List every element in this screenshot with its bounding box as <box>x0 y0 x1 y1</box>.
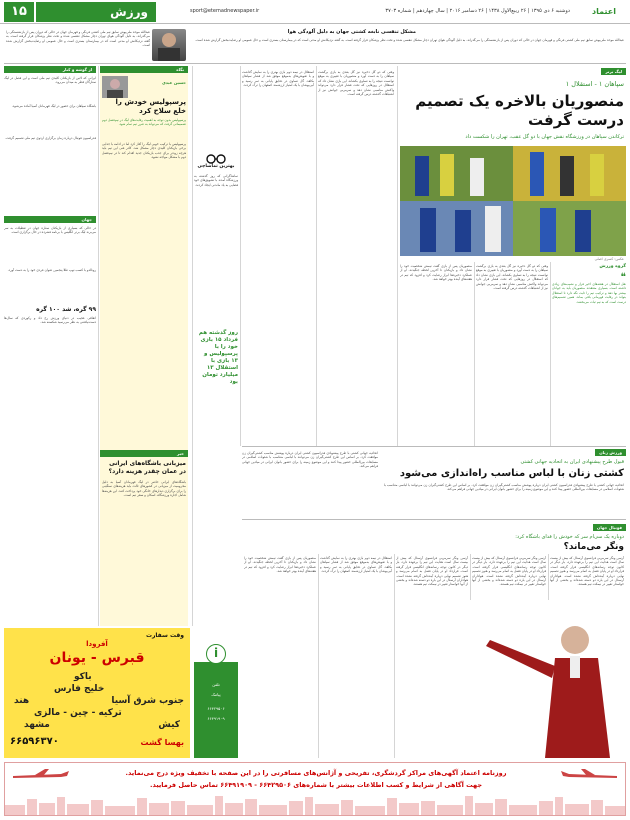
opinion-headline: پرسپولیس خودش را خلع سلاح کرد <box>115 98 186 115</box>
small-ad-line[interactable]: ۶۶۴۹۱۹۰۹ <box>207 716 225 721</box>
top-strip <box>4 26 626 64</box>
wrestling-tag: ورزش زنان <box>595 449 626 456</box>
sidebar-item: در حالی که بسیاری از بازیکنان ستاره جهان در تعطیلات به سر می‌برند لیگ برتر انگلیس با برنامه فشرده در حال برگزاری است. <box>4 226 96 235</box>
small-ad-line: تلفن <box>212 682 220 687</box>
vertical-box-icon <box>206 150 226 162</box>
pull-quote <box>198 330 238 400</box>
section-title: ورزش <box>36 2 156 22</box>
salary-tag: خبر <box>100 450 188 457</box>
issue-info: دوشنبه ۶ دی ۱۳۹۵ | ۲۶ ربیع‌الاول ۱۴۳۸ | ۲۶ دسامبر ۲۰۱۶ | سال چهاردهم | شماره ۳۷۰۳ <box>385 8 570 14</box>
wrestling-story <box>242 446 626 520</box>
coach-pointing-photo-icon <box>470 600 626 758</box>
small-ad[interactable] <box>194 646 238 758</box>
opinion-column <box>100 66 188 626</box>
green-box-title: گروه ورزش <box>599 264 626 269</box>
page-number: ۱۵ <box>4 2 34 22</box>
top-strip-body-left: عبدالله موحد ملی‌پوش سابق تیم ملی کشتی فرنگی و قهرمان جهان در حالی که دوران پس از بازنشستگی را می‌گذراند، به دلیل آلودگی هوای تهران دچار مشکل تنفسی شده و تحت نظر پزشکان قرار گرفته است. به گفته نزدیکانش او مدتی است که در بیمارستان بستری است و حال عمومی او رضایت‌بخش گزارش شده است. <box>6 30 150 48</box>
main-story-tag: لیگ برتر <box>601 68 626 75</box>
tour-ad-footer: بهسا گشت <box>140 738 184 747</box>
tour-ad-line: جنوب شرق آسیا <box>111 696 184 706</box>
opinion-body: پرسپولیس با ترکیب خوبی لیگ را آغاز کرد اما در ادامه با جدایی برخی بازیکنان کلیدی دچار مشکل شد. کادر فنی این تیم باید هرچه زودتر برای جذب بازیکنان جدید اقدام کند تا در نیم‌فصل دوم با مشکل مواجه نشود. <box>102 142 186 160</box>
opinion-tag: نگاه <box>100 66 188 73</box>
tour-ad-line: مشهد <box>24 720 50 730</box>
author-name: حسین عبدی <box>162 80 186 85</box>
main-story-kicker: سپاهان ۱ - استقلال ۱ <box>565 80 624 88</box>
author-photo <box>102 76 128 98</box>
main-story-col: استقلال در نیمه دوم بازی بهتری را به نمایش گذاشت و با تعویض‌های به‌موقع موفق شد از فشار سپاهان بکاهد. گل تساوی در دقایق پایانی به ثمر رسید و آبی‌پوشان با یک امتیاز ارزشمند اصفهان را ترک کردند. <box>242 70 314 88</box>
wenger-kicker: دوباره یک سی‌ام سر که خودش را فدای باشگاه کرد: <box>515 534 624 540</box>
wenger-tag: فوتبال جهان <box>593 524 626 531</box>
plane-icon <box>11 767 71 783</box>
wenger-photo <box>470 600 626 758</box>
pull-quote-text: روز گذشته هم فرداد ۱۵ بازی خود را با پرسپولیس و ۱۳ بازی با استقلال ۱۳ میلیارد تومان بود <box>198 330 238 385</box>
green-box <box>552 264 626 444</box>
salary-headline: میزبانی باشگاه‌های ایرانی در عمان چقدر هزینه دارد؟ <box>108 460 186 475</box>
football-match-photo-icon <box>400 146 626 256</box>
wenger-body: آرسن ونگر سرمربی فرانسوی آرسنال که بیش از بیست سال است هدایت این تیم را برعهده دارد، بار دیگر در کانون توجه رسانه‌های انگلیسی قرار گرفته است. قرارداد او در پایان فصل به اتمام می‌رسد و هنوز تصمیم نهایی درباره آینده‌اش گرفته نشده است. هواداران آرسنال در این باره دو دسته شده‌اند و بخشی از آنها خواستار تغییر در نیمکت تیم هستند. <box>550 556 624 587</box>
top-strip-title: مشکل تنفسی نابغه کشتی جهان به دلیل آلودگی هوا <box>287 29 416 35</box>
section-email[interactable]: sport@etemadnewspaper.ir <box>190 8 260 14</box>
small-ad-line: پیامک <box>211 692 221 697</box>
wenger-body: منصوریان پس از بازی گفت تیمش شخصیت خود را نشان داد و بازیکنان تا آخرین لحظه جنگیدند. او از عملکرد ذخیره‌ها ابراز رضایت کرد و افزود که تیم در هفته‌های آینده بهتر خواهد شد. <box>244 556 316 574</box>
vertical-box-tag: بهترین تماشاچی <box>197 164 235 169</box>
sidebar-tag: از گوشه و کنار <box>4 66 96 73</box>
top-strip-body: عبدالله موحد ملی‌پوش سابق تیم ملی کشتی فرنگی و قهرمان جهان در حالی که دوران پس از بازنشستگی را می‌گذراند، به دلیل آلودگی هوای تهران دچار مشکل تنفسی شده و تحت نظر پزشکان قرار گرفته است. به گفته نزدیکانش او مدتی است که در بیمارستان بستری است و حال عمومی او رضایت‌بخش گزارش شده است. <box>195 38 624 42</box>
vertical-box-body: تماشاگرانی که روز گذشته به ورزشگاه آمدند با تشویق‌های خود فضایی به یاد ماندنی ایجاد کردند. <box>194 174 238 187</box>
footer-ad-line2: جهت آگاهی از شرایط و کسب اطلاعات بیشتر با شماره‌های ۶۶۴۲۹۵۰۶ - ۶۶۴۹۱۹۰۹ تماس حاصل فرمایید. <box>149 781 483 789</box>
tour-ad-line: کیش <box>158 720 180 730</box>
main-story-subhead: ترکاندن سپاهان در ورزشگاه نقش جهان با دو گل عقب، تهران را شکست داد <box>465 134 624 140</box>
newspaper-logo: اعتماد <box>592 7 616 16</box>
small-ad-line[interactable]: ۶۶۴۲۹۵۰۶ <box>207 706 225 711</box>
wrestling-body: اتحادیه جهانی کشتی با طرح پیشنهادی فدراسیون کشتی ایران درباره پوشش مناسب کشتی‌گیران زن موافقت کرد. بر اساس این طرح کشتی‌گیران زن می‌توانند با لباسی متناسب با شئونات اسلامی در مسابقات بین‌المللی حضور پیدا کنند و این موضوع زمینه را برای حضور بانوان ایرانی در میادین جهانی فراهم می‌کند. <box>384 483 624 492</box>
main-story-col: وقتی که دو گل ذخیره نیز گل بعدی به بازی برگشت سپاهان را به دست آورد و منصوریان با تغییری به موقع توانست نتیجه را به تساوی بکشاند. این بازی نشان داد که استقلال در روزهایی که تحت فشار قرار دارد می‌تواند واکنش مناسبی نشان دهد و سرمربی جوانش نیز از اشتباهات گذشته درس گرفته است. <box>318 70 394 97</box>
sidebar-body: اتفاقی عجیب در دنیای ورزش رخ داد و رکوردی که سال‌ها دست‌نیافتنی به نظر می‌رسید شکسته شد. <box>4 316 96 325</box>
tour-ad-title: قبرس - یونان <box>49 650 145 666</box>
tour-ad[interactable] <box>4 628 190 758</box>
wrestling-kicker: قبول طرح پیشنهادی ایران به اتحادیه جهانی کشتی <box>520 459 624 465</box>
wenger-body: آرسن ونگر سرمربی فرانسوی آرسنال که بیش از بیست سال است هدایت این تیم را برعهده دارد، بار دیگر در کانون توجه رسانه‌های انگلیسی قرار گرفته است. قرارداد او در پایان فصل به اتمام می‌رسد و هنوز تصمیم نهایی درباره آینده‌اش گرفته نشده است. هواداران آرسنال در این باره دو دسته شده‌اند و بخشی از آنها خواستار تغییر در نیمکت تیم هستند. <box>472 556 546 587</box>
city-skyline-icon <box>5 795 625 815</box>
green-box-body: نقل استقلال در هفته‌های اخیر فراز و نشیب‌های زیادی داشته است. بسیاری معتقدند منصوریان باید به جوانان بیشتر بها دهد و ترکیب تیم را ثابت نگه دارد تا استقلال بتواند در رقابت قهرمانی باقی بماند. همین تصمیم‌های درست است که به تیم ثبات می‌بخشد. <box>552 282 626 304</box>
wrestling-headline: کشتی زنان با لباس مناسب راه‌اندازی می‌شود <box>399 468 624 479</box>
sidebar-item: باشگاه سپاهان برای حضور در لیگ قهرمانان آسیا آماده می‌شود. <box>11 104 96 108</box>
footer-ad-line1: روزنامه اعتماد آگهی‌های مراکز گردشگری، تفریحی و آژانس‌های مسافرتی را در این صفحه با تخفیف ویژه درج می‌نماید. <box>125 769 507 777</box>
wenger-body: آرسن ونگر سرمربی فرانسوی آرسنال که بیش از بیست سال است هدایت این تیم را برعهده دارد، بار دیگر در کانون توجه رسانه‌های انگلیسی قرار گرفته است. قرارداد او در پایان فصل به اتمام می‌رسد و هنوز تصمیم نهایی درباره آینده‌اش گرفته نشده است. هواداران آرسنال در این باره دو دسته شده‌اند و بخشی از آنها خواستار تغییر در نیمکت تیم هستند. <box>396 556 468 587</box>
page-header <box>0 0 630 24</box>
tour-ad-brand: آفرودا <box>86 640 108 648</box>
sidebar-item: رونالدو با کسب توپ طلا پنجمین عنوان فردی خود را به دست آورد. <box>7 268 96 272</box>
footer-ad[interactable] <box>4 762 626 816</box>
main-story-photo <box>400 146 626 256</box>
tour-ad-line: باکو <box>74 672 92 682</box>
main-story-headline: منصوریان بالاخره یک تصمیم درست گرفت <box>415 92 624 129</box>
sidebar-headline: ۹۹ گره، شد ۱۰۰ گره <box>36 306 96 313</box>
vertical-box <box>194 150 238 280</box>
wenger-body: استقلال در نیمه دوم بازی بهتری را به نمایش گذاشت و با تعویض‌های به‌موقع موفق شد از فشار سپاهان بکاهد. گل تساوی در دقایق پایانی به ثمر رسید و آبی‌پوشان با یک امتیاز ارزشمند اصفهان را ترک کردند. <box>320 556 392 574</box>
wrestling-body-left: اتحادیه جهانی کشتی با طرح پیشنهادی فدراسیون کشتی ایران درباره پوشش مناسب کشتی‌گیران زن موافقت کرد. بر اساس این طرح کشتی‌گیران زن می‌توانند با لباسی متناسب با شئونات اسلامی در مسابقات بین‌المللی حضور پیدا کنند و این موضوع زمینه را برای حضور بانوان ایرانی در میادین جهانی فراهم می‌کند. <box>242 451 378 469</box>
quote-mark-icon: ❝ <box>620 272 626 283</box>
tour-ad-tag: وقت سفارت <box>145 632 184 639</box>
wenger-headline: ونگر می‌ماند؟ <box>563 542 624 552</box>
salary-body: باشگاه‌های ایرانی حاضر در لیگ قهرمانان آسیا به دلیل محرومیت از میزبانی در کشورهای ثالث باید هزینه‌های سنگینی را برای برگزاری دیدارهای خانگی خود پرداخت کنند. این هزینه‌ها شامل اجاره ورزشگاه، اسکان و سفر تیم است. <box>102 480 186 498</box>
opinion-lead: پرسپولیس بدون توجه به اهمیت رقابت‌های لیگ در نیم‌فصل دوم تصمیماتی گرفت که می‌تواند به ضرر تیم تمام شود. <box>102 118 186 127</box>
main-story-col: وقتی که دو گل ذخیره نیز گل بعدی به بازی برگشت سپاهان را به دست آورد و منصوریان با تغییری به موقع توانست نتیجه را به تساوی بکشاند. این بازی نشان داد که استقلال در روزهایی که تحت فشار قرار دارد می‌تواند واکنش مناسبی نشان دهد و سرمربی جوانش نیز از اشتباهات گذشته درس گرفته است. <box>476 264 548 291</box>
tour-ad-phone[interactable]: ۶۶۵۹۶۳۷۰ <box>10 736 59 747</box>
sidebar-item: فدراسیون فوتبال درباره زمان برگزاری اردوی تیم ملی تصمیم گرفت. <box>5 136 96 140</box>
tour-ad-line: خلیج فارس <box>54 684 105 694</box>
info-icon: i <box>206 644 226 664</box>
sidebar-item: ایرانی که لاتین از بازیکنان کلیدی تیم ملی است و این فصل در لیگ ستارگان قطر به میدان می‌رود. <box>4 76 96 85</box>
sidebar-tag-world: جهان <box>4 216 96 223</box>
tour-ad-line: ترکیه - چین - مالزی <box>34 708 122 718</box>
author-avatar-icon <box>102 76 128 98</box>
plane-icon <box>559 767 619 783</box>
tour-ad-line: هند <box>14 696 30 706</box>
sidebar <box>4 66 96 626</box>
main-story-col: منصوریان پس از بازی گفت تیمش شخصیت خود را نشان داد و بازیکنان تا آخرین لحظه جنگیدند. او از عملکرد ذخیره‌ها ابراز رضایت کرد و افزود که تیم در هفته‌های آینده بهتر خواهد شد. <box>400 264 472 282</box>
photo-caption: عکس: کسری اصلی <box>594 257 624 261</box>
